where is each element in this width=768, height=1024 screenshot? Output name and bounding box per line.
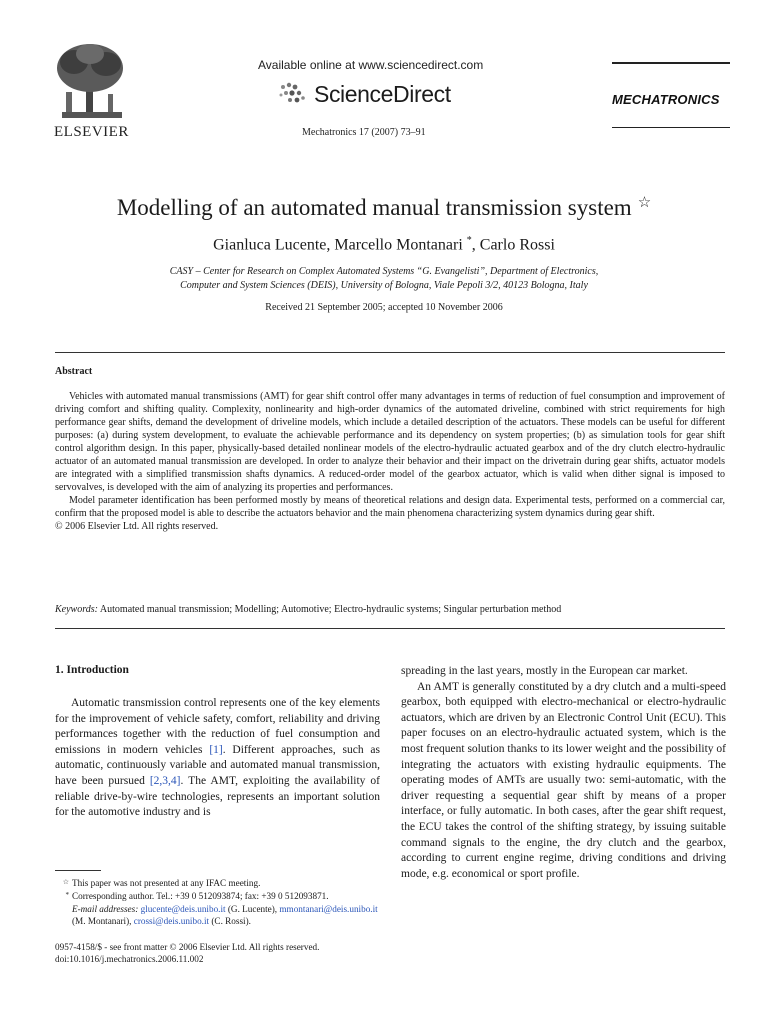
- email-owner: (G. Lucente),: [225, 903, 280, 914]
- journal-name-rule-top: [612, 62, 730, 64]
- abstract-paragraph-2: Model parameter identification has been performed mostly by means of theoretical relations and design data. Experimental tests, performed on a commercial car, confirm that the proposed model is able to describe the actuators behavior and the main phenomena characterizing system dynamics during gear shift.: [55, 495, 725, 519]
- author-rossi: , Carlo Rossi: [471, 236, 555, 254]
- footnote-2: [55, 889, 380, 902]
- footnote-emails: [55, 903, 380, 928]
- footnote-1: [55, 876, 380, 889]
- footnote-text: This paper was not presented at any IFAC meeting.: [72, 878, 261, 888]
- journal-reference: Mechatronics 17 (2007) 73–91: [302, 127, 426, 138]
- article-title: [0, 193, 768, 221]
- intro-text-b: . Different approaches, such as automatic, continuously variable and automated manual transmission, have been pursued: [55, 743, 380, 787]
- journal-name-rule-bottom: [612, 127, 730, 128]
- author-montanari: Marcello Montanari: [334, 236, 467, 254]
- abstract-top-rule: [55, 352, 725, 353]
- doi-line: doi:10.1016/j.mechatronics.2006.11.002: [55, 954, 204, 965]
- email-owner: (C. Rossi).: [209, 916, 251, 927]
- issn-line: 0957-4158/$ - see front matter © 2006 Elsevier Ltd. All rights reserved.: [55, 942, 320, 952]
- keywords-text: Automated manual transmission; Modelling; Automotive; Electro-hydraulic systems; Singular perturbation method: [99, 604, 562, 615]
- received-dates: Received 21 September 2005; accepted 10 November 2006: [265, 302, 503, 313]
- keywords: [55, 604, 725, 615]
- abstract-copyright: © 2006 Elsevier Ltd. All rights reserved.: [55, 521, 219, 532]
- section-heading-introduction: 1. Introduction: [55, 664, 129, 676]
- email-label: E-mail addresses:: [72, 903, 139, 914]
- author-list: [0, 235, 768, 254]
- intro-paragraph-1: [55, 696, 380, 821]
- left-column-text: [55, 696, 380, 821]
- right-column-text: [401, 664, 726, 882]
- affiliation: [0, 265, 768, 293]
- intro-paragraph-2: An AMT is generally constituted by a dry clutch and a multi-speed gearbox, both equipped with electro-mechanical or electro-hydraulic actuators, which are driven by an Electronic Control Unit (ECU). This paper focuses on an electro-hydraulic actuated system, which is the most frequent solution thanks to its lower weight and the possibility of integrating the actuators with existing hydraulic equipments. The operating modes of AMTs are usually two: semi-automatic, with the driver requesting a sequential gear shift by means of a proper interface, or fully automatic. In both cases, after the gear shift request, the ECU takes the control of the shifting strategy, by issuing suitable command signals to the engine, the dry clutch and the gearbox, according to current engine regime, driving conditions and driving mode, e.g. economical or sport profile.: [401, 680, 726, 880]
- title-footnote-mark[interactable]: ☆: [637, 195, 652, 211]
- email-link[interactable]: crossi@deis.unibo.it: [133, 916, 210, 927]
- affiliation-line-2: Computer and System Sciences (DEIS), University of Bologna, Viale Pepoli 3/2, 40123 Bologna, Italy: [180, 280, 588, 291]
- citation-link[interactable]: [2,3,4]: [149, 774, 181, 787]
- front-matter: [55, 941, 385, 966]
- email-link[interactable]: glucente@deis.unibo.it: [140, 903, 226, 914]
- keywords-label: Keywords:: [55, 604, 98, 615]
- abstract-bottom-rule: [55, 628, 725, 629]
- citation-link[interactable]: [1]: [209, 743, 223, 756]
- footnote-text: Corresponding author. Tel.: +39 0 512093874; fax: +39 0 512093871.: [72, 891, 329, 902]
- author-lucente: Gianluca Lucente,: [213, 236, 335, 254]
- intro-paragraph-continued: spreading in the last years, mostly in the European car market.: [401, 665, 688, 677]
- footnotes: [55, 876, 380, 928]
- elsevier-wordmark: ELSEVIER: [54, 124, 129, 140]
- sciencedirect-logo[interactable]: [278, 79, 451, 109]
- article-title-text: Modelling of an automated manual transmission system: [116, 195, 632, 220]
- elsevier-tree-logo: [52, 42, 130, 124]
- journal-name: MECHATRONICS: [612, 92, 720, 107]
- sciencedirect-logo-text: ScienceDirect: [314, 80, 451, 107]
- footnote-mark: *: [65, 891, 69, 900]
- abstract-body: [55, 390, 725, 533]
- abstract-paragraph-1: Vehicles with automated manual transmissions (AMT) for gear shift control offer many advantages in terms of reduction of fuel consumption and improvement of driving comfort and shifting quality. Complexity, nonlinearity and high-order dynamics of the automated driveline, combined with strict requirements for high performance gear shifts, demand the development of driveline models, which include a detailed description of the actuators. These models can be useful for different purposes: (a) during system development, to evaluate the achievable performance and its dependency on system properties; (b) as simulation tools for gear shift control algorithm design. In this paper, physically-based detailed nonlinear models of the electro-hydraulic actuated gearbox and of the dry clutch electro-hydraulic actuator of an automated manual transmission are developed. In order to analyze their behavior and their impact on the drivetrain during gear shifts, actuator models are integrated with a simplified transmission shafts dynamics. A reduced-order model of the gearbox actuator, which is valid when dither signal is imposed to servovalves, is developed with the aim of analyzing its properties and performances.: [55, 391, 725, 493]
- intro-text-a: Automatic transmission control represents one of the key elements for the improvement of vehicle safety, comfort, reliability and driving performances together with the reduction of fuel consumption and emissions in modern vehicles: [55, 697, 380, 756]
- email-link[interactable]: mmontanari@deis.unibo.it: [279, 903, 378, 914]
- available-online-link[interactable]: Available online at www.sciencedirect.com: [258, 58, 484, 72]
- email-owner: (M. Montanari),: [72, 916, 134, 927]
- footnote-mark: ☆: [62, 878, 69, 886]
- footnote-rule: [55, 870, 101, 871]
- abstract-heading: Abstract: [55, 366, 93, 377]
- intro-text-c: . The AMT, exploiting the availability of reliable drive-by-wire technologies, represents an important solution for the automotive industry and is: [55, 774, 380, 819]
- affiliation-line-1: CASY – Center for Research on Complex Automated Systems “G. Evangelisti”, Department of Electronics,: [169, 266, 599, 277]
- sciencedirect-dots-icon: [278, 81, 308, 107]
- corresponding-author-mark[interactable]: *: [466, 235, 472, 246]
